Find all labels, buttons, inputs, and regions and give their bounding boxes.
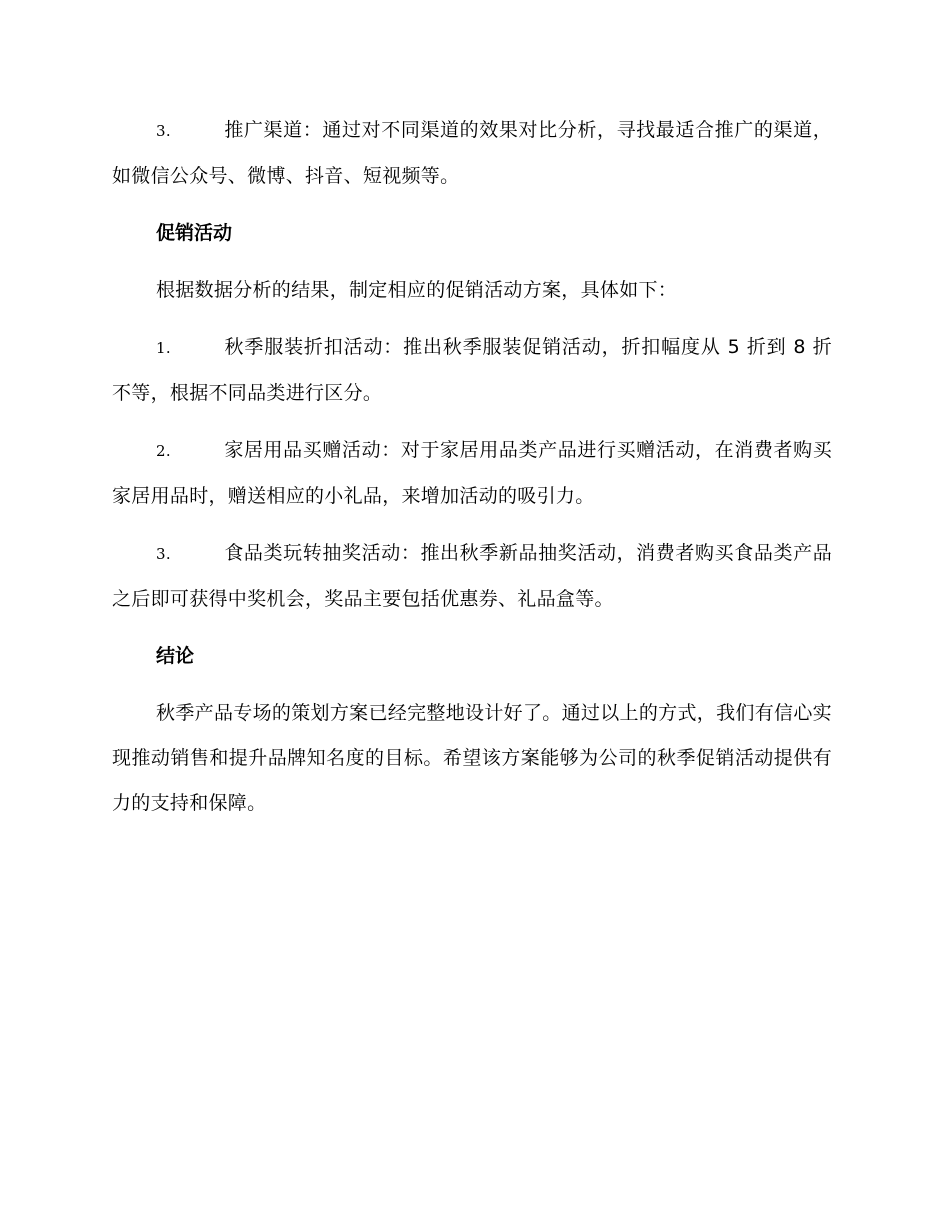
- promotion-intro: 根据数据分析的结果，制定相应的促销活动方案，具体如下：: [156, 279, 678, 301]
- list-item-text: 食品类玩转抽奖活动：推出秋季新品抽奖活动，消费者购买食品类产品之后即可获得中奖机会，奖品主要包括优惠券、礼品盒等。: [112, 542, 832, 610]
- document-page: [112, 108, 832, 838]
- list-item-text: 推广渠道：通过对不同渠道的效果对比分析，寻找最适合推广的渠道，如微信公众号、微博、抖音、短视频等。: [112, 119, 832, 187]
- list-item-clothing-discount: [112, 325, 832, 416]
- list-number: 1.: [156, 339, 171, 357]
- list-item-text: 秋季服装折扣活动：推出秋季服装促销活动，折扣幅度从 5 折到 8 折不等，根据不同品类进行区分。: [112, 336, 832, 404]
- list-number: 2.: [156, 442, 171, 460]
- list-item-text: 家居用品买赠活动：对于家居用品类产品进行买赠活动，在消费者购买家居用品时，赠送相应的小礼品，来增加活动的吸引力。: [112, 439, 832, 507]
- section-heading-conclusion: 结论: [156, 645, 195, 667]
- section-heading-promotion: 促销活动: [156, 222, 233, 244]
- list-item-channels: [112, 108, 832, 199]
- conclusion-text: 秋季产品专场的策划方案已经完整地设计好了。通过以上的方式，我们有信心实现推动销售和提升品牌知名度的目标。希望该方案能够为公司的秋季促销活动提供有力的支持和保障。: [112, 702, 832, 814]
- list-item-food-lottery: [112, 531, 832, 622]
- list-number: 3.: [156, 122, 171, 140]
- list-item-home-gift: [112, 428, 832, 519]
- list-number: 3.: [156, 545, 171, 563]
